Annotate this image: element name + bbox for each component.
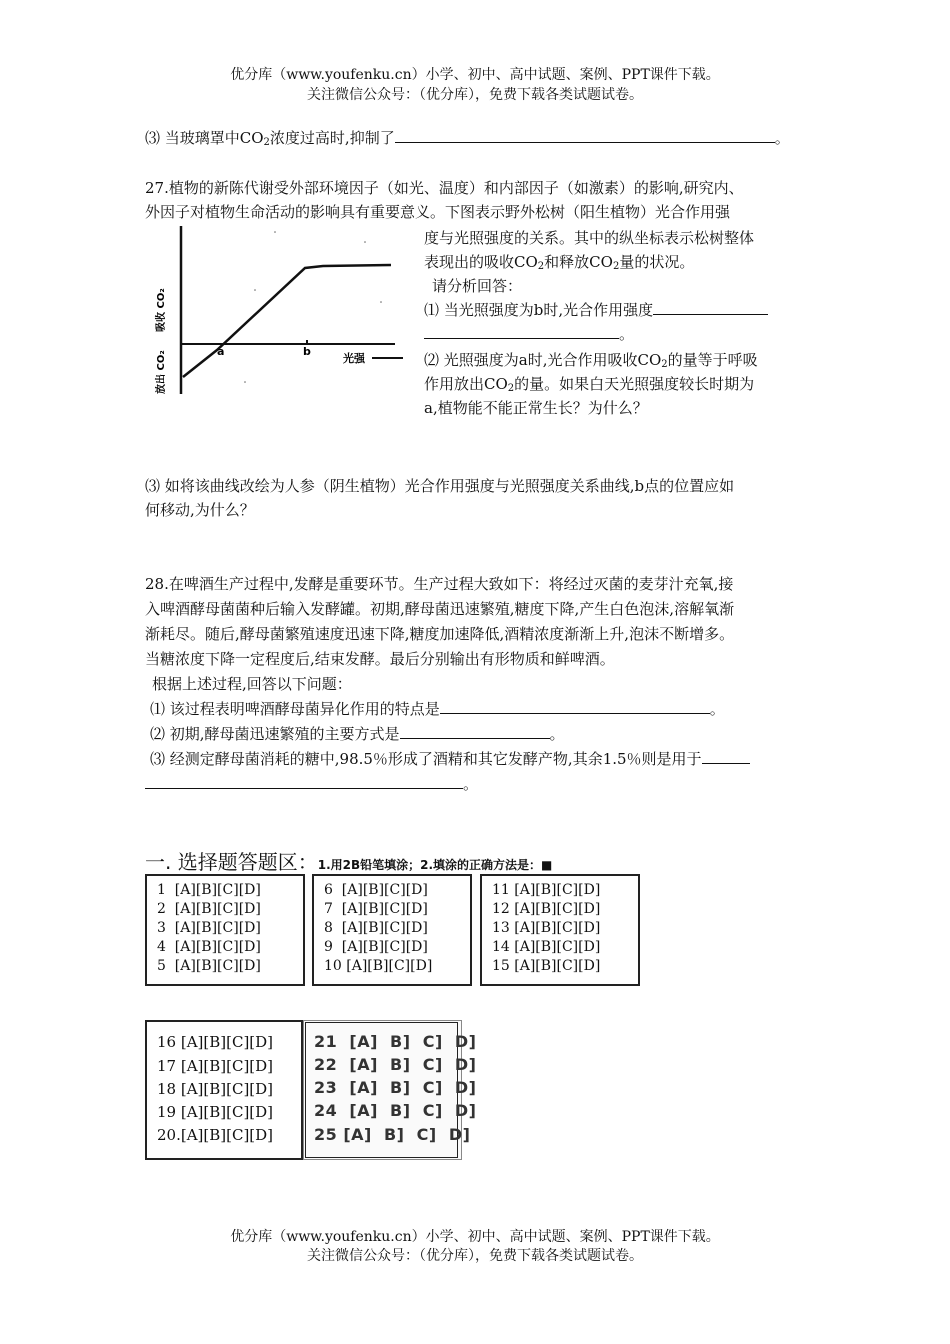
answer-blank[interactable] [653,299,768,315]
answer-row[interactable]: 25 [A] B] C] D] [314,1125,471,1144]
answer-row[interactable]: 6 [A][B][C][D] [324,882,428,898]
q28-part3-cont: 。 [145,772,478,796]
q27-intro-line1: 27.植物的新陈代谢受外部环境因子（如光、温度）和内部因子（如激素）的影响,研究内、 [145,179,744,197]
answer-blank[interactable] [395,127,775,143]
answer-blank[interactable] [400,723,550,739]
answer-row[interactable]: 12 [A][B][C][D] [492,901,601,917]
answer-blank[interactable] [424,323,619,339]
answer-box-6-10 [312,874,472,986]
answer-row[interactable]: 9 [A][B][C][D] [324,939,428,955]
answer-row[interactable]: 23 [A] B] C] D] [314,1078,477,1097]
q27-side-line2: 表现出的吸收$CO_2$和释放$CO_2$量的状况。 [424,253,695,272]
answer-row[interactable]: 15 [A][B][C][D] [492,958,601,974]
q28-part1: ⑴ 该过程表明啤酒酵母菌异化作用的特点是 。 [150,700,725,718]
q27-part3-line2: 何移动,为什么？ [145,501,255,519]
answer-box-11-15 [480,874,640,986]
answer-row[interactable]: 24 [A] B] C] D] [314,1101,477,1120]
answer-section-note: 1.用2B铅笔填涂；2.填涂的正确方法是：■ [317,858,553,872]
header-line-2: 关注微信公众号：（优分库），免费下载各类试题试卷。 [307,87,643,103]
answer-section-title: 一. 选择题答题区： [145,850,318,874]
q27-part2-line3: a,植物能不能正常生长？为什么？ [424,399,648,417]
footer-line-1: 优分库（www.youfenku.cn）小学、初中、高中试题、案例、PPT课件下载。 [230,1229,720,1245]
q28-part2: ⑵ 初期,酵母菌迅速繁殖的主要方式是 。 [150,725,565,743]
answer-blank[interactable] [145,773,463,789]
answer-row[interactable]: 1 [A][B][C][D] [157,882,261,898]
answer-row[interactable]: 17 [A][B][C][D] [157,1057,274,1075]
answer-row[interactable]: 5 [A][B][C][D] [157,958,261,974]
answer-row[interactable]: 14 [A][B][C][D] [492,939,601,955]
answer-row[interactable]: 18 [A][B][C][D] [157,1080,274,1098]
y-label-release: 放出 CO₂ [156,350,167,394]
answer-box-1-5 [145,874,305,986]
answer-blank[interactable] [702,748,750,764]
answer-row[interactable]: 22 [A] B] C] D] [314,1055,477,1074]
answer-row[interactable]: 13 [A][B][C][D] [492,920,601,936]
answer-row[interactable]: 20.[A][B][C][D] [157,1126,274,1144]
q28-line4: 当糖浓度下降一定程度后,结束发酵。最后分别输出有形物质和鲜啤酒。 [145,650,615,668]
answer-row[interactable]: 11 [A][B][C][D] [492,882,601,898]
q28-line1: 28.在啤酒生产过程中,发酵是重要环节。生产过程大致如下：将经过灭菌的麦芽汁充氧,接 [145,575,734,593]
answer-section-heading [145,846,552,875]
q27-side-line3: 请分析回答： [432,277,523,295]
q27-part2-line2: 作用放出$CO_2$的量。如果白天光照强度较长时期为 [424,375,755,394]
q28-prompt: 根据上述过程,回答以下问题： [152,675,352,693]
answer-row[interactable]: 21 [A] B] C] D] [314,1032,477,1051]
q27-side-line1: 度与光照强度的关系。其中的纵坐标表示松树整体 [424,229,755,247]
answer-blank[interactable] [440,698,710,714]
answer-row[interactable]: 10 [A][B][C][D] [324,958,433,974]
q26-part3: ⑶ 当玻璃罩中$CO_2$浓度过高时,抑制了 。 [145,129,790,148]
q27-part1-cont: 。 [424,322,634,346]
answer-row[interactable]: 7 [A][B][C][D] [324,901,428,917]
point-a-label: a [217,345,225,358]
footer-line-2: 关注微信公众号：（优分库），免费下载各类试题试卷。 [307,1248,643,1264]
q28-line2: 入啤酒酵母菌菌种后输入发酵罐。初期,酵母菌迅速繁殖,糖度下降,产生白色泡沫,溶解氧渐 [145,600,735,618]
q27-part1: ⑴ 当光照强度为b时,光合作用强度 [424,298,768,322]
y-label-absorb: 吸收 CO₂ [156,288,167,332]
answer-box-16-20 [145,1020,303,1160]
answer-row[interactable]: 8 [A][B][C][D] [324,920,428,936]
q27-intro-line2: 外因子对植物生命活动的影响具有重要意义。下图表示野外松树（阳生植物）光合作用强 [145,203,731,221]
q28-part3: ⑶ 经测定酵母菌消耗的糖中,98.5％形成了酒精和其它发酵产物,其余1.5％则是用于 [150,747,750,771]
x-axis-label: 光强 [343,352,365,365]
answer-row[interactable]: 19 [A][B][C][D] [157,1103,274,1121]
photosynthesis-light-graph [145,222,413,400]
q27-part2-line1: ⑵ 光照强度为a时,光合作用吸收$CO_2$的量等于呼吸 [424,351,758,370]
q27-part3-line1: ⑶ 如将该曲线改绘为人参（阴生植物）光合作用强度与光照强度关系曲线,b点的位置应如 [145,477,735,495]
answer-row[interactable]: 4 [A][B][C][D] [157,939,261,955]
answer-row[interactable]: 2 [A][B][C][D] [157,901,261,917]
header-line-1: 优分库（www.youfenku.cn）小学、初中、高中试题、案例、PPT课件下载。 [230,67,720,83]
answer-row[interactable]: 3 [A][B][C][D] [157,920,261,936]
q28-line3: 渐耗尽。随后,酵母菌繁殖速度迅速下降,糖度加速降低,酒精浓度渐渐上升,泡沫不断增多。 [145,625,735,643]
point-b-label: b [303,345,311,358]
answer-row[interactable]: 16 [A][B][C][D] [157,1033,274,1051]
answer-box-21-25 [303,1020,477,1160]
